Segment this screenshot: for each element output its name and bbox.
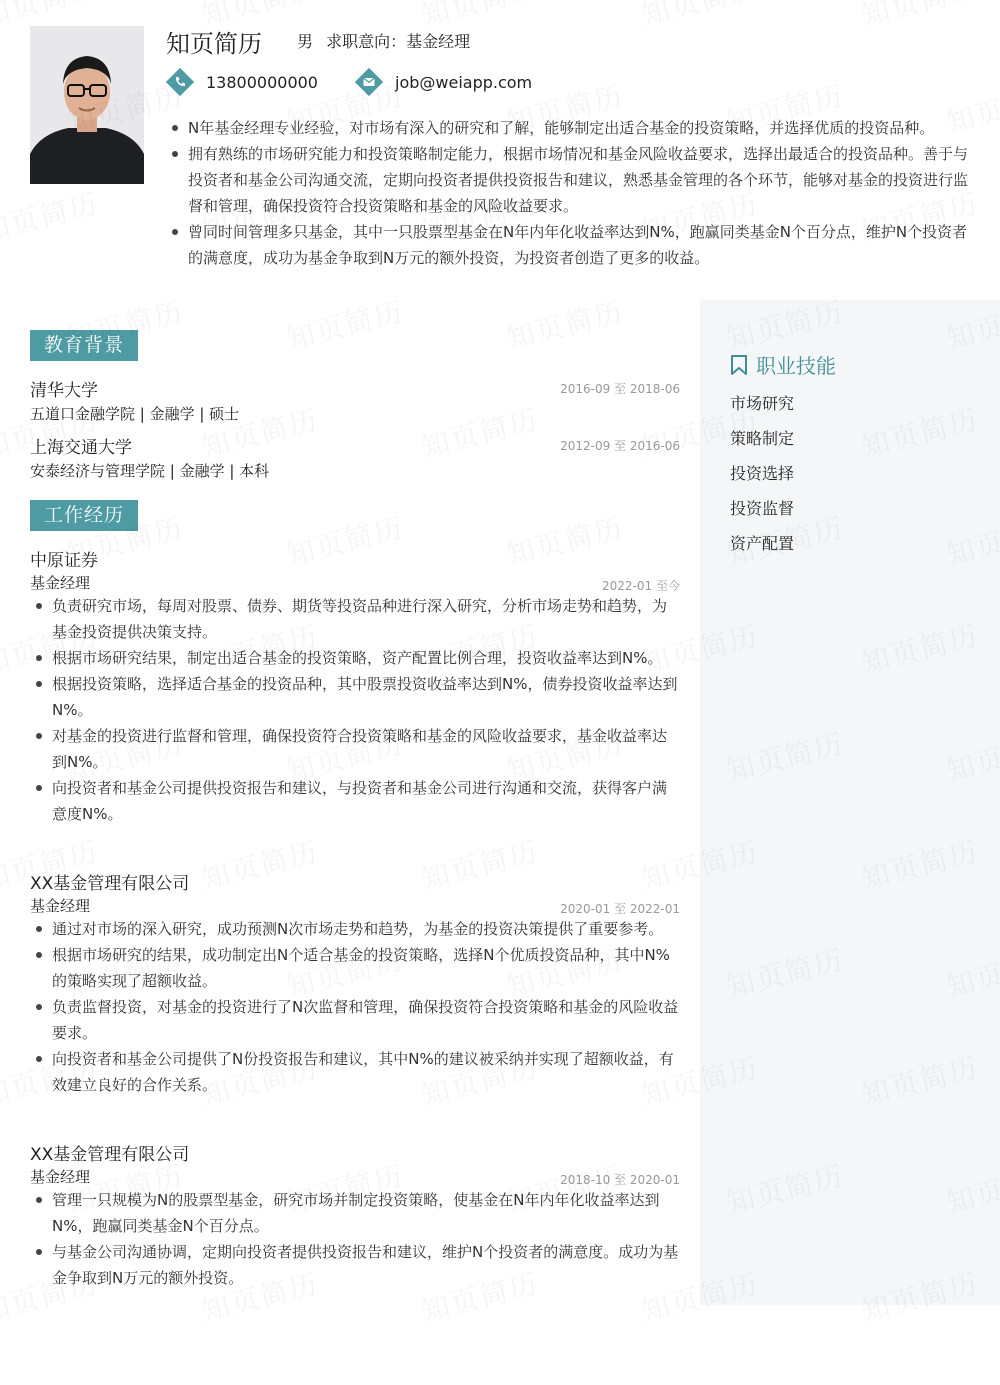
work-bullet: 与基金公司沟通协调，定期向投资者提供投资报告和建议，维护N个投资者的满意度。成功为基金争取到N万元的额外投资。 xyxy=(30,1239,680,1291)
work-bullets xyxy=(30,593,680,827)
watermark-text xyxy=(417,398,543,466)
work-bullet: 负责监督投资，对基金的投资进行了N次监督和管理，确保投资符合投资策略和基金的风险收益要求。 xyxy=(30,994,680,1046)
work-bullet: 向投资者和基金公司提供了N份投资报告和建议，其中N%的建议被采纳并实现了超额收益，有效建立良好的合作关系。 xyxy=(30,1046,680,1098)
edu-date: 2012-09 至 2016-06 xyxy=(560,439,680,453)
skill-item: 市场研究 xyxy=(730,394,795,413)
summary-list xyxy=(166,115,978,271)
work-bullet: 负责研究市场，每周对股票、债券、期货等投资品种进行深入研究，分析市场走势和趋势，为基金投资提供决策支持。 xyxy=(30,593,680,645)
work-company: 中原证券 xyxy=(30,551,98,571)
skill-item: 策略制定 xyxy=(730,429,795,448)
phone-contact xyxy=(166,68,318,96)
phone-number: 13800000000 xyxy=(206,72,318,92)
sidebar-background xyxy=(700,300,1000,1305)
work-company: XX基金管理有限公司 xyxy=(30,1145,190,1165)
work-role: 基金经理 xyxy=(30,574,91,592)
skills-section-title xyxy=(730,350,836,379)
skill-item: 投资选择 xyxy=(730,464,795,483)
work-bullet: 向投资者和基金公司提供投资报告和建议，与投资者和基金公司进行沟通和交流，获得客户满意度N%。 xyxy=(30,775,680,827)
email-icon xyxy=(355,68,383,96)
watermark-text xyxy=(197,830,323,898)
skills-title-text: 职业技能 xyxy=(756,354,836,378)
watermark-text xyxy=(417,830,543,898)
work-bullets xyxy=(30,1187,680,1291)
education-section-title: 教育背景 xyxy=(30,330,138,361)
work-role: 基金经理 xyxy=(30,1168,91,1186)
phone-icon xyxy=(166,68,194,96)
work-bullet: 根据市场研究的结果，成功制定出N个适合基金的投资策略，选择N个优质投资品种，其中N%的策略实现了超额收益。 xyxy=(30,942,680,994)
job-objective: 求职意向：基金经理 xyxy=(326,32,471,51)
edu-date: 2016-09 至 2018-06 xyxy=(560,382,680,396)
skill-item: 投资监督 xyxy=(730,499,795,518)
work-bullet: 对基金的投资进行监督和管理，确保投资符合投资策略和基金的风险收益要求，基金收益率达到N%。 xyxy=(30,723,680,775)
edu-detail: 安泰经济与管理学院 | 金融学 | 本科 xyxy=(30,462,270,480)
bookmark-icon xyxy=(730,354,748,376)
work-date: 2018-10 至 2020-01 xyxy=(560,1173,680,1187)
edu-school: 上海交通大学 xyxy=(30,438,132,458)
watermark-text xyxy=(502,290,628,358)
email-address: job@weiapp.com xyxy=(395,72,533,92)
profile-photo xyxy=(30,26,144,184)
watermark-text xyxy=(857,0,983,34)
watermark-text xyxy=(282,506,408,574)
watermark-text xyxy=(637,0,763,34)
summary-item: N年基金经理专业经验，对市场有深入的研究和了解，能够制定出适合基金的投资策略，并选择优质的投资品种。 xyxy=(166,115,978,141)
skill-item: 资产配置 xyxy=(730,534,795,553)
avatar-image xyxy=(30,26,144,184)
work-bullets xyxy=(30,916,680,1098)
work-section-title: 工作经历 xyxy=(30,500,138,531)
resume-name: 知页简历 xyxy=(166,30,262,58)
email-contact xyxy=(355,68,532,96)
work-bullet: 通过对市场的深入研究，成功预测N次市场走势和趋势，为基金的投资决策提供了重要参考。 xyxy=(30,916,680,942)
work-bullet: 根据投资策略，选择适合基金的投资品种，其中股票投资收益率达到N%，债券投资收益率达到N%。 xyxy=(30,671,680,723)
work-bullet: 根据市场研究结果，制定出适合基金的投资策略，资产配置比例合理，投资收益率达到N%。 xyxy=(30,645,680,671)
work-bullet: 管理一只规模为N的股票型基金，研究市场并制定投资策略，使基金在N年内年化收益率达到N%，跑赢同类基金N个百分点。 xyxy=(30,1187,680,1239)
watermark-text xyxy=(0,182,103,250)
edu-detail: 五道口金融学院 | 金融学 | 硕士 xyxy=(30,405,240,423)
watermark-text xyxy=(502,506,628,574)
gender: 男 xyxy=(297,32,314,51)
edu-school: 清华大学 xyxy=(30,381,98,401)
work-role: 基金经理 xyxy=(30,897,91,915)
summary-item: 曾同时间管理多只基金，其中一只股票型基金在N年内年化收益率达到N%，跑赢同类基金N个百分点，维护N个投资者的满意度，成功为基金争取到N万元的额外投资，为投资者创造了更多的收益。 xyxy=(166,219,978,271)
work-date: 2022-01 至今 xyxy=(602,579,680,593)
watermark-text xyxy=(282,290,408,358)
summary-item: 拥有熟练的市场研究能力和投资策略制定能力，根据市场情况和基金风险收益要求，选择出最适合的投资品种。善于与投资者和基金公司沟通交流，定期向投资者提供投资报告和建议，熟悉基金管理的各个环节，能够对基金的投资进行监督和管理，确保投资符合投资策略和基金的风险收益要求。 xyxy=(166,141,978,219)
work-company: XX基金管理有限公司 xyxy=(30,874,190,894)
work-date: 2020-01 至 2022-01 xyxy=(560,902,680,916)
header-meta xyxy=(297,29,478,52)
